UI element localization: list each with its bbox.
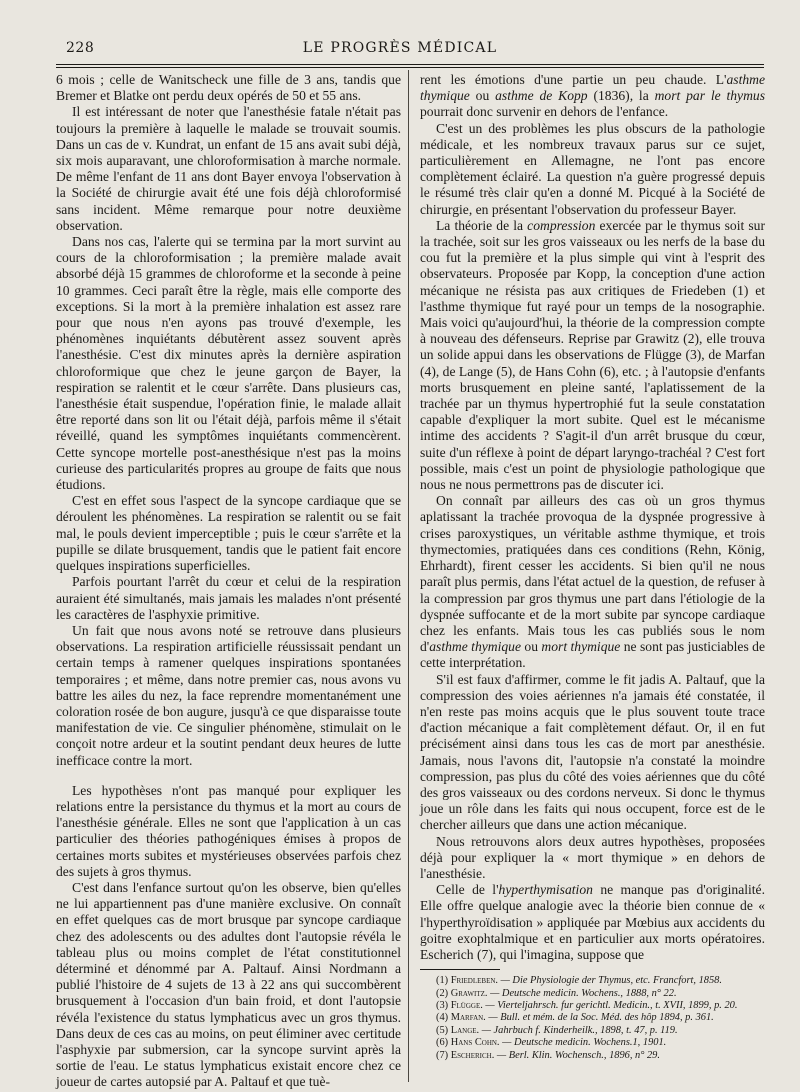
paragraph: La théorie de la compression exercée par le thymus soit sur la trachée, soit sur les gros vaisseaux ou les nerfs de la base du cou fut la première et la plus simple qui vint à l'esprit des observateurs. Proposée par Kopp, la conception d'une action mécanique ne résista pas aux critiques de Friedeben (1) et l'asthme thymique fut rayé pour un temps de la nosographie. Mais voici qu'aujourd'hui, la théorie de la compression compte à nouveau des défenseurs. Reprise par Grawitz (2), elle trouva un solide appui dans les observations de Flügge (3), de Marfan (4), de Lange (5), de Hans Cohn (6), etc. ; à l'autopsie d'enfants morts brusquement en pleine santé, l'aplatissement de la trachée par un thymus hypertrophié fut la seule constatation capable d'expliquer la mort subite. Quel est le mécanisme intime des accidents ? S'agit-il d'un arrêt brusque du cœur, suite d'un réflexe à point de départ laryngo-trachéal ? C'est fort possible, mais c'est un point de physiologie pathologique que nous ne nous permettrons pas de discuter ici. [420, 217, 765, 493]
paragraph: Parfois pourtant l'arrêt du cœur et celui de la respiration auraient été simultanés, mais jamais les malades n'ont présenté les caractères de l'asphyxie primitive. [56, 574, 401, 622]
footnote: (4) Marfan. — Bull. et mém. de la Soc. Méd. des hôp 1894, p. 361. [436, 1012, 714, 1024]
footnotes [420, 969, 765, 1062]
paragraph: Il est intéressant de noter que l'anesthésie fatale n'était pas toujours la première à laquelle le malade se trouvait soumis. Dans un cas de v. Kundrat, un enfant de 15 ans avait subi déjà, six mois auparavant, une chloroformisation à marche normale. De même l'enfant de 11 ans dont Bayer envoya l'observation à la Société de chirurgie avait été une fois déjà chloroformisé sans incident. Même remarque pour notre deuxième observation. [56, 104, 401, 233]
right-column [420, 72, 765, 1062]
paragraph: Les hypothèses n'ont pas manqué pour expliquer les relations entre la persistance du thymus et la mort au cours de l'anesthésie générale. Elles ne sont que l'application à un cas particulier des théories pathogéniques émises à propos de certaines morts subites et mystérieuses observées parfois chez des sujets à gros thymus. [56, 782, 401, 879]
page-number: 228 [66, 40, 95, 56]
footnote: (3) Flügge. — Vierteljahrsch. fur gerichtl. Medicin., t. XVII, 1899, p. 20. [436, 999, 738, 1011]
paragraph: Dans nos cas, l'alerte qui se termina par la mort survint au cours de la chloroformisation ; la première malade avait absorbé déjà 15 grammes de chloroforme et la seconde à peine 10 grammes. Ceci paraît être la règle, mais elle comporte des exceptions. Si la mort à la première inhalation est assez rare pour que nous n'en ayons pas trouvé d'exemple, les phénomènes inquiétants débutèrent assez souvent après l'anesthésie. C'est dix minutes après la dernière aspiration chloroformique que chez le jeune garçon de Bayer, la respiration se ralentit et le cœur s'arrête. Dans plusieurs cas, l'anesthésie était suspendue, l'opération finie, le malade allait être reporté dans son lit ou l'était déjà, parfois même il s'était réveillé, quand les symptômes inquiétants commencèrent. Cette syncope mortelle post-anesthésique n'est pas la moins curieuse des particularités propres au groupe de faits que nous étudions. [56, 234, 401, 493]
paragraph: Celle de l'hyperthymisation ne manque pas d'originalité. Elle offre quelque analogie avec la théorie bien connue de « l'hyperthyroïdisation » appliquée par Mœbius aux accidents du goitre exophtalmique et en particulier aux morts opératoires. Escherich (7), qui l'imagina, suppose que [420, 882, 765, 962]
column-divider [408, 70, 409, 1082]
footnote: (2) Grawitz. — Deutsche medicin. Wochens., 1888, n° 22. [436, 987, 677, 999]
paragraph: 6 mois ; celle de Wanitscheck une fille de 3 ans, tandis que Bremer et Blatke ont perdu deux opérés de 50 et 55 ans. [56, 72, 401, 104]
paragraph: C'est en effet sous l'aspect de la syncope cardiaque que se déroulent les phénomènes. La respiration se ralentit ou se fait mal, le pouls devient imperceptible ; puis le cœur s'arrête et la pupille se dilate brusquement, tandis que le patient fait encore quelques inspirations superficielles. [56, 493, 401, 574]
emphasis: mort par le thymus [654, 88, 765, 104]
emphasis: asthme de Kopp [495, 88, 588, 104]
footnote: (5) Lange. — Jahrbuch f. Kinderheilk., 1898, t. 47, p. 119. [436, 1024, 678, 1036]
paragraph: Nous retrouvons alors deux autres hypothèses, proposées déjà pour expliquer la « mort thymique » en dehors de l'anesthésie. [420, 833, 765, 881]
journal-title: LE PROGRÈS MÉDICAL [302, 40, 498, 56]
header-rule-secondary [56, 67, 764, 68]
footnote: (1) Friedleben. — Die Physiologie der Thymus, etc. Francfort, 1858. [436, 975, 722, 987]
paragraph: C'est un des problèmes les plus obscurs de la pathologie médicale, et les nombreux travaux parus sur ce sujet, particulièrement en Allemagne, ne l'ont pas encore complètement éclairé. La question n'a guère progressé depuis le résumé très clair qu'en a donné M. Picqué à la Société de chirurgie, en présentant l'observation du professeur Bayer. [420, 120, 765, 217]
paragraph: On connaît par ailleurs des cas où un gros thymus aplatissant la trachée provoqua de la dyspnée progressive à crises paroxystiques, un véritable asthme thymique, et trois thymectomies, pratiquées dans ces conditions (Rehn, König, Ehrhardt), firent cesser les accidents. Si bien qu'il ne nous paraît plus permis, dans l'état actuel de la question, de refuser à la compression par gros thymus une part dans l'étiologie de la dyspnée suffocante et de la mort subite par syncope cardiaque chez les enfants. Mais tous les cas publiés sous le nom d'asthme thymique ou mort thymique ne sont pas justiciables de cette interprétation. [420, 493, 765, 671]
paragraph: Un fait que nous avons noté se retrouve dans plusieurs observations. La respiration artificielle réussissait pendant un certain temps à ramener quelques inspirations spontanées temporaires ; et même, dans notre premier cas, nous avons vu battre les ailes du nez, la face reprendre momentanément une coloration rosée de bon augure, jusqu'à ce que disparaisse toute manifestation de vie. Ce singulier phénomène, stimulait on le conçoit notre ardeur et la soutint pendant deux heures de lutte inefficace contre la mort. [56, 622, 401, 768]
emphasis: asthme thymique [429, 639, 521, 655]
page-header [36, 40, 764, 62]
footnote-rule [420, 969, 500, 970]
left-column [56, 72, 401, 1091]
paragraph: C'est dans l'enfance surtout qu'on les observe, bien qu'elles ne lui appartiennent pas d'une manière exclusive. On connaît en effet quelques cas de mort brusque par syncope cardiaque chez des adolescents ou des adultes dont l'autopsie révéla le tableau plus ou moins complet de l'état constitutionnel déterminé et dénommé par A. Paltauf. Ainsi Nordmann a publié l'histoire de 4 sujets de 13 à 22 ans qui succombèrent brusquement à l'occasion d'un bain froid, et dont l'autopsie révéla l'existence du status lymphaticus avec un gros thymus. Dans deux de ces cas au moins, on peut éliminer avec certitude l'asphyxie par submersion, car la syncope survint après la sortie de l'eau. Le status lymphaticus existait encore chez ce joueur de cartes autopsié par A. Paltauf et que tuè- [56, 879, 401, 1090]
emphasis: mort thymique [541, 639, 621, 655]
emphasis: asthme thymique [420, 72, 765, 104]
emphasis: hyperthymisation [498, 882, 593, 898]
emphasis: compression [527, 217, 596, 233]
footnote: (7) Escherich. — Berl. Klin. Wochensch., 1896, n° 29. [436, 1049, 660, 1061]
paragraph: S'il est faux d'affirmer, comme le fit jadis A. Paltauf, que la compression des voies aériennes n'a jamais été constatée, il n'en reste pas moins acquis que le plus souvent toute trace d'action mécanique a fait complètement défaut. Or, il en fut précisément ainsi dans tous les cas de mort par anesthésie. Jamais, nous l'avons dit, l'autopsie n'a constaté la moindre compression, pas plus du côté des voies aériennes que du côté des gros vaisseaux ou des cordons nerveux. Si donc le thymus joue un rôle dans les faits qui nous occupent, force est de le chercher ailleurs que dans une action mécanique. [420, 671, 765, 833]
footnote: (6) Hans Cohn. — Deutsche medicin. Wochens.1, 1901. [436, 1037, 667, 1049]
header-rule [56, 64, 764, 65]
paragraph: rent les émotions d'une partie un peu chaude. L'asthme thymique ou asthme de Kopp (1836), la mort par le thymus pourrait donc survenir en dehors de l'enfance. [420, 72, 765, 120]
